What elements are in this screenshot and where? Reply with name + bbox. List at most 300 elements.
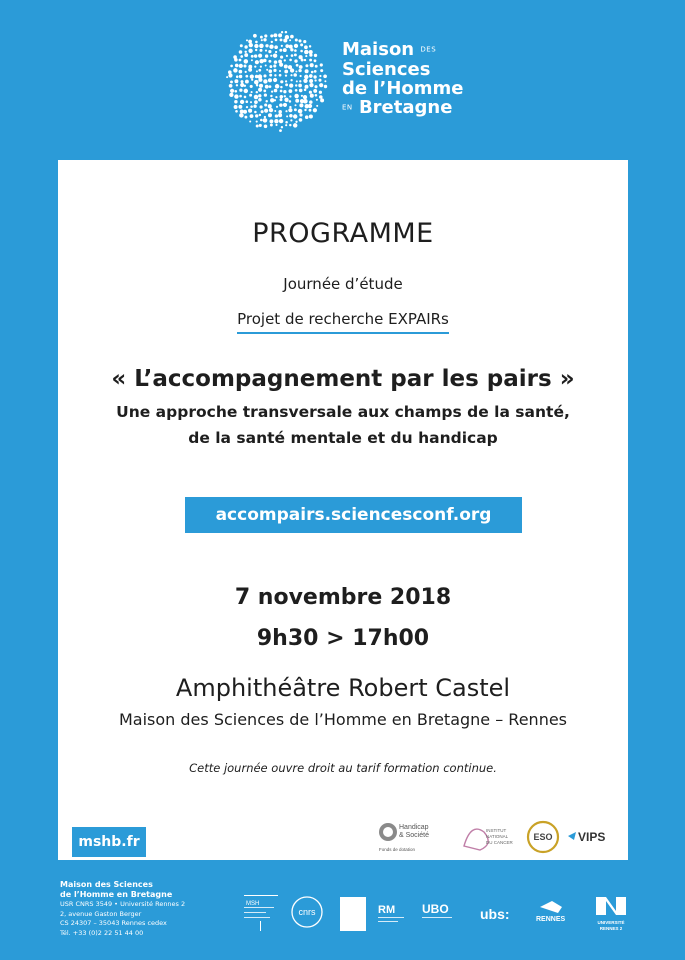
handicap-societe-logo	[379, 823, 429, 852]
globe-dot	[259, 44, 264, 49]
rennes-bird-icon	[540, 901, 562, 913]
globe-dot	[273, 64, 276, 67]
inca-text-2: NATIONAL	[486, 834, 509, 839]
globe-dot	[258, 69, 261, 72]
globe-dot	[280, 98, 283, 101]
handicap-fund: Fonds de dotation	[379, 847, 416, 852]
globe-dot	[270, 95, 272, 97]
globe-dot	[280, 90, 283, 93]
globe-dot	[304, 50, 308, 54]
globe-dot	[319, 83, 323, 87]
globe-dot	[301, 59, 304, 62]
globe-dot	[289, 124, 291, 126]
globe-dot	[286, 115, 288, 117]
globe-dot	[294, 94, 298, 98]
globe-dot	[270, 34, 273, 37]
globe-dot	[309, 45, 311, 47]
inca-text-1: INSTITUT	[486, 828, 507, 833]
globe-dot	[238, 105, 242, 109]
globe-dot	[269, 69, 273, 73]
footer-org-2: de l’Homme en Bretagne	[60, 890, 173, 899]
footer-logos-row	[240, 893, 635, 938]
globe-dot	[305, 64, 308, 67]
globe-dot	[299, 103, 303, 107]
globe-dot	[271, 90, 273, 92]
cnrs-text: cnrs	[298, 907, 316, 917]
globe-dot	[299, 118, 303, 122]
globe-dot	[254, 100, 258, 104]
mshb-logo	[222, 28, 482, 138]
globe-dot	[265, 50, 267, 52]
globe-dot	[304, 45, 308, 49]
globe-dot	[298, 39, 301, 42]
globe-dot	[290, 35, 294, 39]
globe-dot	[304, 109, 306, 111]
globe-dot	[244, 51, 246, 53]
globe-dot	[250, 105, 253, 108]
globe-dot	[260, 119, 263, 122]
ubo-logo	[422, 902, 452, 918]
globe-dot	[309, 74, 313, 78]
globe-dot	[265, 54, 268, 57]
globe-dot	[230, 65, 233, 68]
globe-dot	[273, 69, 276, 72]
event-type: Journée d’étude	[283, 275, 403, 293]
globe-dot	[295, 70, 297, 72]
globe-dot	[264, 103, 267, 106]
rennes2-text-1: UNIVERSITÉ	[597, 920, 625, 925]
globe-dot	[260, 66, 262, 68]
globe-dot	[268, 50, 271, 53]
globe-dot	[285, 31, 288, 33]
globe-dot	[251, 55, 254, 58]
vips-arrow-icon	[568, 832, 576, 840]
globe-dot	[248, 49, 252, 53]
globe-dot	[230, 80, 233, 83]
globe-dot	[303, 79, 307, 83]
globe-dot	[309, 53, 312, 56]
programme-card	[58, 160, 628, 860]
vips-logo	[568, 830, 605, 844]
globe-dot	[319, 95, 323, 99]
globe-dot	[294, 104, 296, 106]
globe-dot	[313, 89, 317, 93]
globe-dot	[234, 94, 238, 98]
eso-logo	[528, 822, 558, 852]
globe-dot	[304, 89, 307, 92]
globe-dot	[314, 79, 316, 81]
globe-dot	[264, 116, 266, 118]
globe-dot	[243, 110, 247, 114]
rm-text: RM	[378, 904, 396, 916]
globe-dot	[280, 95, 284, 99]
globe-dot	[280, 86, 282, 88]
globe-dot	[290, 119, 292, 121]
globe-dot	[319, 91, 322, 94]
globe-dot	[316, 105, 318, 107]
globe-dot	[289, 39, 291, 41]
globe-dot	[240, 83, 244, 87]
globe-dot	[265, 44, 268, 47]
globe-dot	[245, 80, 249, 84]
globe-dot	[255, 49, 257, 51]
globe-dot	[239, 50, 243, 54]
event-title: « L’accompagnement par les pairs »	[111, 366, 575, 392]
globe-dot	[256, 70, 258, 72]
globe-dot	[319, 75, 321, 77]
globe-dot	[289, 59, 292, 62]
globe-dot	[269, 45, 273, 49]
globe-dot	[290, 74, 292, 76]
ubo-text: UBO	[422, 902, 449, 916]
globe-dot	[313, 108, 317, 112]
globe-dot	[234, 58, 238, 62]
globe-dot	[249, 94, 252, 97]
globe-dot	[309, 83, 313, 87]
globe-dot	[314, 70, 317, 73]
globe-dot	[314, 54, 317, 57]
globe-dot	[305, 69, 309, 73]
globe-dot	[239, 59, 242, 62]
globe-dot	[308, 104, 312, 108]
globe-dot	[309, 91, 312, 94]
globe-dot	[250, 85, 253, 88]
globe-dot	[276, 106, 278, 108]
globe-dot	[261, 110, 264, 113]
globe-dot	[274, 99, 276, 101]
globe-dot	[239, 64, 243, 68]
globe-dot	[269, 65, 272, 68]
globe-dot	[256, 84, 258, 86]
rennes-metropole-logo	[378, 904, 404, 922]
globe-dot	[233, 68, 237, 72]
globe-dot	[234, 79, 238, 83]
globe-dot	[324, 80, 326, 82]
globe-dot	[283, 48, 287, 52]
msh-text: MSH	[246, 901, 260, 907]
venue-address: Maison des Sciences de l’Homme en Bretagne – Rennes	[118, 710, 568, 729]
globe-dot	[234, 105, 238, 109]
globe-dot	[300, 75, 302, 77]
globe-dot	[289, 114, 293, 118]
globe-dot	[314, 59, 317, 62]
globe-dot	[239, 89, 242, 92]
globe-dot	[244, 45, 247, 48]
globe-dot	[274, 60, 278, 64]
globe-dot	[299, 113, 302, 116]
dot-globe-icon	[222, 28, 330, 134]
globe-dot	[268, 78, 272, 82]
globe-dot	[246, 100, 249, 103]
footer-addr-1: USR CNRS 3549 • Université Rennes 2	[60, 900, 186, 908]
globe-dot	[279, 103, 283, 107]
globe-dot	[271, 41, 273, 43]
globe-dot	[289, 45, 293, 49]
globe-dot	[226, 76, 228, 78]
globe-dot	[299, 80, 301, 82]
globe-dot	[239, 75, 242, 78]
globe-dot	[318, 79, 321, 82]
globe-dot	[255, 114, 258, 117]
globe-dot	[304, 59, 306, 61]
globe-dot	[251, 79, 253, 81]
globe-dot	[240, 44, 243, 47]
footer-addr-2: 2, avenue Gaston Berger	[60, 909, 142, 918]
training-note: Cette journée ouvre droit au tarif formation continue.	[189, 761, 497, 775]
globe-dot	[248, 109, 252, 113]
globe-dot	[275, 114, 278, 117]
partner-logos-row	[376, 818, 621, 858]
venue-name: Amphithéâtre Robert Castel	[175, 674, 511, 702]
globe-dot	[304, 75, 308, 79]
globe-dot	[285, 110, 287, 112]
globe-dot	[294, 49, 297, 52]
globe-dot	[274, 110, 276, 112]
globe-dot	[275, 84, 280, 89]
globe-dot	[255, 41, 258, 44]
globe-dot	[234, 90, 237, 93]
globe-dot	[293, 123, 297, 127]
globe-dot	[278, 110, 282, 114]
globe-dot	[269, 108, 273, 112]
inca-logo	[464, 828, 514, 850]
globe-dot	[263, 90, 266, 93]
globe-dot	[289, 89, 293, 93]
eso-text: ESO	[533, 832, 553, 842]
globe-dot	[275, 96, 277, 98]
globe-dot	[275, 39, 278, 42]
globe-dot	[293, 114, 297, 118]
globe-dot	[313, 75, 316, 78]
globe-dot	[236, 75, 239, 78]
globe-dot	[254, 95, 259, 100]
globe-dot	[244, 116, 247, 119]
globe-dot	[230, 89, 234, 93]
globe-dot	[309, 79, 313, 83]
globe-dot	[259, 49, 262, 52]
globe-dot	[229, 84, 233, 88]
globe-dot	[296, 80, 298, 82]
globe-dot	[266, 69, 268, 71]
globe-dot	[274, 45, 278, 49]
globe-dot	[265, 100, 267, 102]
globe-dot	[265, 85, 269, 89]
globe-dot	[268, 113, 272, 117]
globe-dot	[263, 59, 267, 63]
footer-phone: Tél. +33 (0)2 22 51 44 00	[60, 928, 144, 937]
globe-dot	[256, 125, 259, 128]
globe-dot	[269, 119, 273, 123]
globe-dot	[280, 80, 283, 83]
globe-dot	[289, 100, 292, 103]
event-description-line2: de la santé mentale et du handicap	[188, 429, 498, 447]
globe-dot	[324, 85, 327, 88]
globe-dot	[234, 100, 237, 103]
globe-dot	[244, 89, 248, 93]
globe-dot	[320, 69, 323, 72]
universite-rennes2-logo	[596, 897, 626, 931]
globe-dot	[294, 59, 297, 62]
globe-dot	[269, 74, 272, 77]
globe-dot	[293, 73, 297, 77]
globe-dot	[258, 78, 262, 82]
globe-dot	[279, 119, 283, 123]
globe-dot	[311, 71, 314, 74]
globe-dot	[263, 74, 266, 77]
cnrs-logo	[292, 897, 322, 927]
globe-dot	[258, 88, 262, 92]
globe-dot	[285, 44, 289, 48]
page-title: PROGRAMME	[252, 218, 434, 249]
globe-dot	[294, 108, 297, 111]
project-name: Projet de recherche EXPAIRs	[58, 310, 628, 328]
globe-dot	[258, 98, 262, 102]
globe-dot	[298, 84, 302, 88]
globe-dot	[249, 43, 253, 47]
globe-dot	[240, 55, 243, 58]
footer-org-1: Maison des Sciences	[60, 880, 153, 889]
globe-dot	[254, 54, 257, 57]
globe-dot	[273, 33, 277, 37]
rennes2-text-2: RENNES 2	[599, 926, 623, 931]
globe-dot	[254, 111, 257, 114]
globe-dot	[275, 51, 277, 53]
globe-dot	[229, 93, 233, 97]
globe-dot	[254, 44, 258, 48]
globe-dot	[295, 38, 298, 41]
globe-dot	[309, 100, 313, 104]
globe-dot	[259, 59, 263, 63]
globe-dot	[295, 121, 297, 123]
globe-dot	[303, 99, 308, 104]
globe-dot	[309, 114, 313, 118]
globe-dot	[279, 74, 282, 77]
globe-dot	[236, 84, 238, 86]
globe-dot	[281, 31, 283, 33]
inca-ribbon-icon	[464, 829, 488, 850]
globe-dot	[303, 95, 307, 99]
globe-dot	[259, 114, 261, 116]
globe-dot	[250, 101, 252, 103]
globe-dot	[270, 124, 273, 127]
globe-dot	[315, 94, 318, 97]
msh-network-logo	[244, 895, 278, 931]
globe-dot	[259, 84, 263, 88]
globe-dot	[274, 119, 278, 123]
vips-text: VIPS	[578, 830, 606, 844]
globe-dot	[239, 70, 243, 74]
globe-dot	[249, 120, 251, 122]
globe-dot	[284, 95, 286, 97]
footer-address	[60, 880, 185, 938]
globe-dot	[263, 79, 267, 83]
rennes-text: RENNES	[536, 916, 566, 923]
globe-dot	[310, 94, 314, 98]
globe-dot	[248, 68, 252, 72]
globe-dot	[244, 59, 249, 64]
globe-dot	[246, 106, 248, 108]
globe-dot	[309, 109, 312, 112]
globe-dot	[285, 83, 288, 86]
globe-dot	[320, 63, 323, 66]
globe-dot	[295, 89, 298, 92]
globe-dot	[295, 99, 299, 103]
globe-dot	[289, 106, 291, 108]
globe-dot	[305, 85, 309, 89]
globe-dot	[244, 53, 248, 57]
globe-dot	[256, 91, 258, 93]
globe-dot	[299, 89, 303, 93]
globe-dot	[285, 124, 287, 126]
globe-dot	[284, 98, 288, 102]
ubs-text: ubs:	[480, 906, 510, 922]
globe-dot	[268, 104, 272, 108]
globe-dot	[274, 89, 278, 93]
globe-dot	[283, 103, 287, 107]
event-time: 9h30 > 17h00	[256, 626, 430, 651]
globe-dot	[323, 74, 327, 78]
globe-dot	[265, 65, 267, 67]
globe-dot	[260, 105, 263, 108]
conference-url-link[interactable]: accompairs.sciencesconf.org	[185, 497, 522, 533]
globe-dot	[259, 124, 262, 127]
globe-dot	[258, 94, 261, 97]
globe-dot	[310, 63, 314, 67]
universite-rennes-logo	[536, 901, 566, 923]
globe-dot	[286, 55, 288, 57]
globe-dot	[251, 59, 253, 61]
website-link-button[interactable]: mshb.fr	[72, 827, 146, 857]
globe-dot	[300, 50, 303, 53]
globe-dot	[254, 65, 256, 67]
globe-dot	[278, 33, 282, 37]
globe-dot	[228, 73, 232, 77]
globe-dot	[315, 65, 318, 68]
globe-dot	[274, 74, 276, 76]
globe-dot	[285, 80, 287, 82]
event-description-line1: Une approche transversale aux champs de la santé,	[116, 403, 570, 421]
globe-dot	[279, 49, 282, 52]
logo-wordmark: Maison DES Sciences de l’Homme EN Bretagne	[342, 39, 464, 118]
globe-dot	[264, 109, 268, 113]
inca-text-3: DU CANCER	[486, 840, 513, 845]
globe-dot	[273, 54, 277, 58]
globe-dot	[283, 38, 287, 42]
globe-dot	[298, 109, 303, 114]
globe-dot	[314, 85, 317, 88]
globe-dot	[256, 121, 258, 123]
globe-dot	[295, 84, 297, 86]
globe-dot	[278, 113, 282, 117]
globe-dot	[290, 68, 294, 72]
globe-dot	[260, 36, 263, 39]
globe-dot	[305, 55, 307, 57]
rennes2-emblem-icon	[596, 897, 626, 915]
globe-dot	[251, 91, 253, 93]
globe-dot	[245, 75, 248, 78]
globe-dot	[285, 121, 288, 124]
globe-dot	[250, 75, 254, 79]
globe-dot	[280, 38, 283, 41]
globe-dot	[243, 64, 246, 67]
globe-dot	[248, 40, 252, 44]
globe-dot	[303, 40, 306, 43]
globe-dot	[253, 34, 257, 38]
globe-dot	[235, 64, 239, 68]
globe-dot	[290, 79, 292, 81]
white-block-logo	[340, 897, 366, 931]
globe-dot	[263, 38, 266, 41]
